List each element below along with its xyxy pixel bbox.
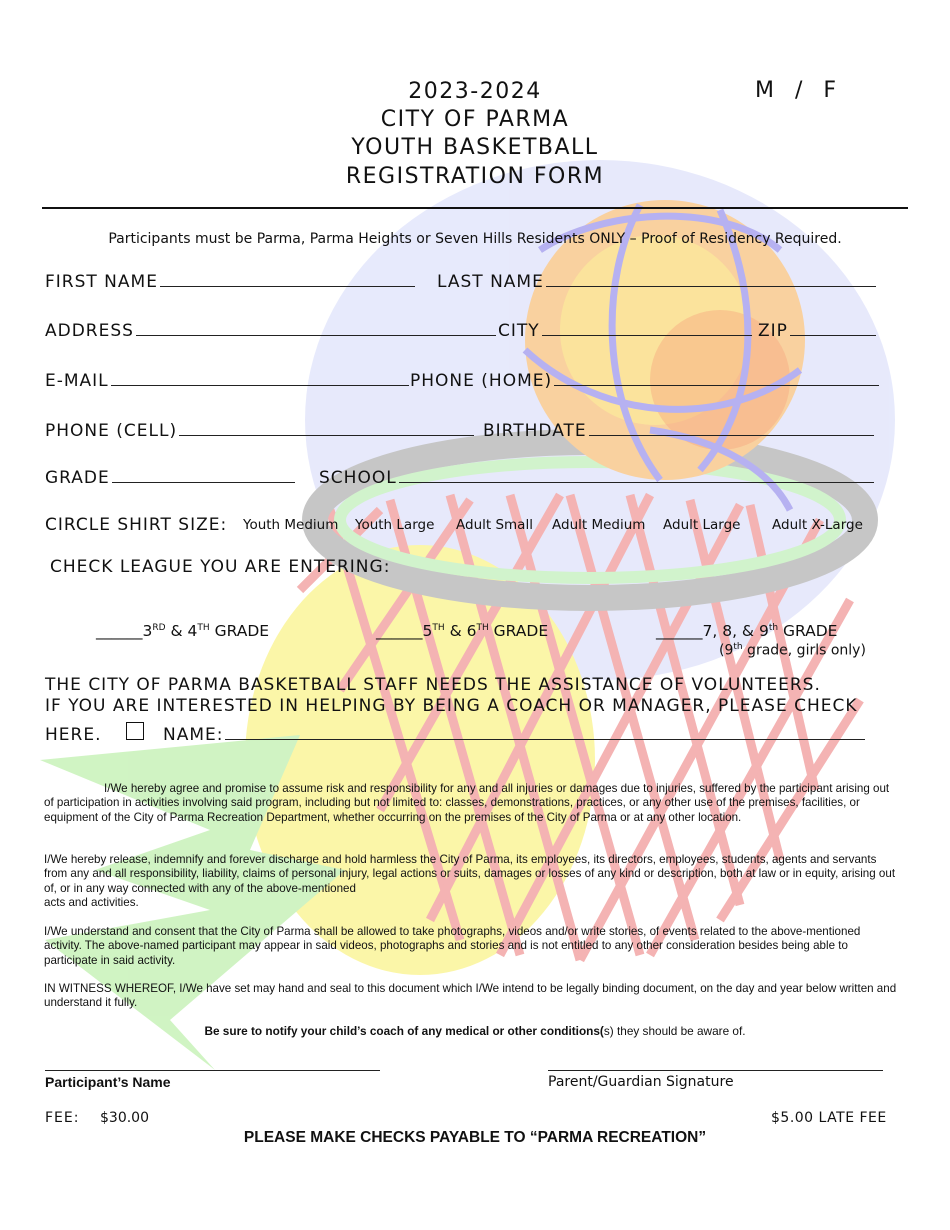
form-title: REGISTRATION FORM <box>345 164 605 189</box>
birthdate-label: BIRTHDATE <box>483 421 587 441</box>
form-year: 2023-2024 <box>408 79 542 104</box>
school-field[interactable] <box>319 468 876 488</box>
league-note: (9th grade, girls only) <box>719 642 866 659</box>
league-option-7-8-9[interactable]: ______7, 8, & 9th GRADE <box>656 622 838 640</box>
volunteer-here-label: HERE. <box>45 725 102 745</box>
first-name-label: FIRST NAME <box>45 272 158 292</box>
first-name-field[interactable] <box>45 272 417 292</box>
phone-home-field[interactable] <box>410 371 881 391</box>
shirt-size-youth-medium[interactable]: Youth Medium <box>243 517 339 533</box>
header-divider <box>42 207 908 209</box>
league-option-5-6[interactable]: ______5TH & 6TH GRADE <box>376 622 549 640</box>
email-label: E-MAIL <box>45 371 109 391</box>
zip-label: ZIP <box>758 321 788 341</box>
city-name: CITY OF PARMA <box>380 107 570 132</box>
address-label: ADDRESS <box>45 321 134 341</box>
volunteer-name-label: NAME: <box>163 725 224 745</box>
legal-paragraph-risk: I/We hereby agree and promise to assume risk and responsibility for any and all injuries or damages due to injuries, suffered by the participant arising out of participation in activities involving said program, including but not limited to: classes, demonstrations, practices, or any other use of the premises, facilities, or equipment of the City of Parma Recreation Department, whether occurring on the premises of the City of Parma or at any other location. <box>44 782 890 824</box>
address-field[interactable] <box>45 321 498 341</box>
grade-label: GRADE <box>45 468 110 488</box>
city-label: CITY <box>498 321 540 341</box>
last-name-label: LAST NAME <box>437 272 544 292</box>
medical-notice: Be sure to notify your child’s coach of any medical or other conditions(s) they should be aware of. <box>204 1024 746 1038</box>
gender-select[interactable]: M / F <box>755 78 837 103</box>
shirt-size-adult-small[interactable]: Adult Small <box>456 517 533 533</box>
parent-signature-line[interactable] <box>548 1070 883 1071</box>
fee-amount: $30.00 <box>100 1110 149 1126</box>
phone-cell-field[interactable] <box>45 421 476 441</box>
parent-signature-label: Parent/Guardian Signature <box>548 1074 734 1090</box>
volunteer-checkbox[interactable] <box>126 722 144 740</box>
participant-name-line[interactable] <box>45 1070 380 1071</box>
legal-paragraph-witness: IN WITNESS WHEREOF, I/We have set may hand and seal to this document which I/We intend to be legally binding document, on the day and year below written and understand it fully. <box>44 982 897 1010</box>
phone-home-label: PHONE (HOME) <box>410 371 553 391</box>
volunteer-line-1: THE CITY OF PARMA BASKETBALL STAFF NEEDS THE ASSISTANCE OF VOLUNTEERS. <box>45 675 821 695</box>
late-fee: $5.00 LATE FEE <box>771 1110 887 1126</box>
shirt-size-label: CIRCLE SHIRT SIZE: <box>45 515 228 535</box>
school-label: SCHOOL <box>319 468 397 488</box>
shirt-size-adult-large[interactable]: Adult Large <box>663 517 741 533</box>
city-field[interactable] <box>498 321 754 341</box>
last-name-field[interactable] <box>437 272 878 292</box>
fee-label: FEE: <box>45 1110 80 1126</box>
legal-paragraph-media: I/We understand and consent that the City of Parma shall be allowed to take photographs, videos and/or write stories, of events related to the above-mentioned activity. The above-named participant may appear in said videos, photographs and stories and is not entitled to any other consideration besides being able to participate in said activity. <box>44 925 861 967</box>
phone-cell-label: PHONE (CELL) <box>45 421 178 441</box>
residency-notice: Participants must be Parma, Parma Heights or Seven Hills Residents ONLY – Proof of Residency Required. <box>108 231 842 247</box>
zip-field[interactable] <box>758 321 878 341</box>
league-option-3-4[interactable]: ______3RD & 4TH GRADE <box>96 622 270 640</box>
league-label: CHECK LEAGUE YOU ARE ENTERING: <box>50 557 391 577</box>
volunteer-line-2: IF YOU ARE INTERESTED IN HELPING BY BEING A COACH OR MANAGER, PLEASE CHECK <box>45 696 858 716</box>
volunteer-name-field[interactable] <box>163 725 867 745</box>
legal-paragraph-release: I/We hereby release, indemnify and forever discharge and hold harmless the City of Parma, its employees, its directors, employees, students, agents and servants from any and all responsibility, liability, claims of personal injury, legal actions or suits, damages or losses of any kind or description, both at law or in equity, arising out of, or in any way connected with any of the above-mentioned acts and activities. <box>44 853 896 910</box>
checks-payable-notice: PLEASE MAKE CHECKS PAYABLE TO “PARMA RECREATION” <box>243 1129 707 1146</box>
shirt-size-adult-medium[interactable]: Adult Medium <box>552 517 646 533</box>
grade-field[interactable] <box>45 468 297 488</box>
program-name: YOUTH BASKETBALL <box>351 135 599 160</box>
email-field[interactable] <box>45 371 411 391</box>
birthdate-field[interactable] <box>483 421 876 441</box>
shirt-size-adult-xlarge[interactable]: Adult X-Large <box>772 517 863 533</box>
shirt-size-youth-large[interactable]: Youth Large <box>355 517 435 533</box>
participant-name-label: Participant’s Name <box>45 1074 171 1090</box>
